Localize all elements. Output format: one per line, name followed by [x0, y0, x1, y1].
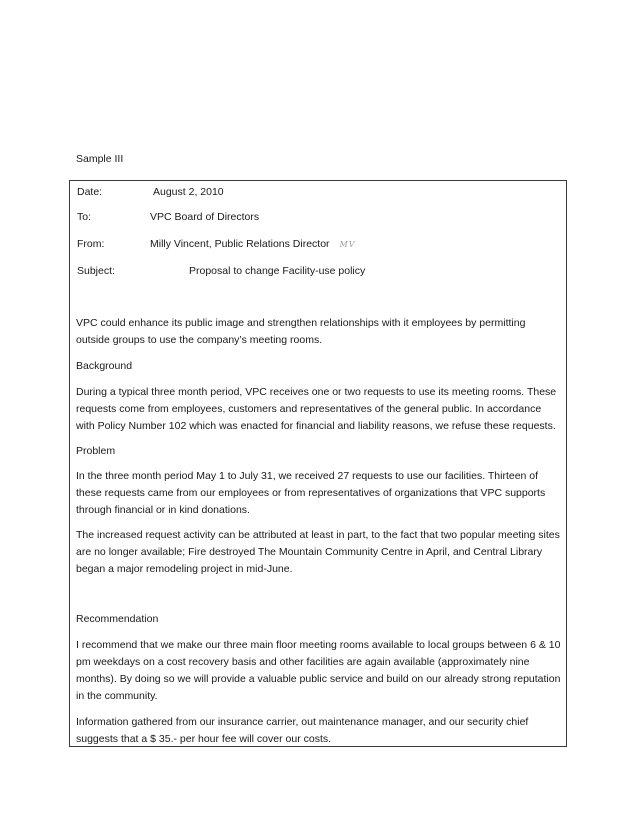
- from-value-wrapper: [150, 237, 356, 252]
- recommendation-paragraph-2: Information gathered from our insurance carrier, out maintenance manager, and our security chief suggests that a $ 35.- per hour fee will cover our costs.: [76, 716, 529, 745]
- subject-value: Proposal to change Facility-use policy: [189, 265, 366, 277]
- problem-paragraph-2: The increased request activity can be attributed at least in part, to the fact that two popular meeting sites are no longer available; Fire destroyed The Mountain Community Centre in April, and Central Library began a major remodeling project in mid-June.: [76, 529, 560, 575]
- background-paragraph: During a typical three month period, VPC receives one or two requests to use its meeting rooms. These requests come from employees, customers and representatives of the general public. In accordance with Policy Number 102 which was enacted for financial and liability reasons, we refuse these requests.: [76, 386, 557, 432]
- memo-box: [69, 180, 567, 747]
- to-label: To:: [77, 211, 92, 223]
- handwritten-initials: MV: [339, 240, 356, 249]
- from-label: From:: [77, 238, 105, 250]
- intro-paragraph: VPC could enhance its public image and strengthen relationships with it employees by permitting outside groups to use the company’s meeting rooms.: [76, 317, 526, 346]
- recommendation-paragraph-1: I recommend that we make our three main floor meeting rooms available to local groups between 6 & 10 pm weekdays on a cost recovery basis and other facilities are again available (approximately nine months). By doing so we will provide a valuable public service and build on our already strong reputation in the community.: [76, 639, 561, 702]
- recommendation-heading: Recommendation: [76, 613, 159, 625]
- subject-label: Subject:: [77, 265, 115, 277]
- sample-label: Sample III: [76, 153, 124, 165]
- date-value: August 2, 2010: [153, 186, 224, 198]
- problem-paragraph-1: In the three month period May 1 to July 31, we received 27 requests to use our facilities. Thirteen of these requests came from our employees or from representatives of organizations that VPC supports through financial or in kind donations.: [76, 470, 546, 516]
- date-label: Date:: [77, 186, 103, 198]
- problem-heading: Problem: [76, 445, 116, 457]
- background-heading: Background: [76, 360, 133, 372]
- to-value: VPC Board of Directors: [150, 211, 260, 223]
- from-value: Milly Vincent, Public Relations Director: [150, 238, 330, 250]
